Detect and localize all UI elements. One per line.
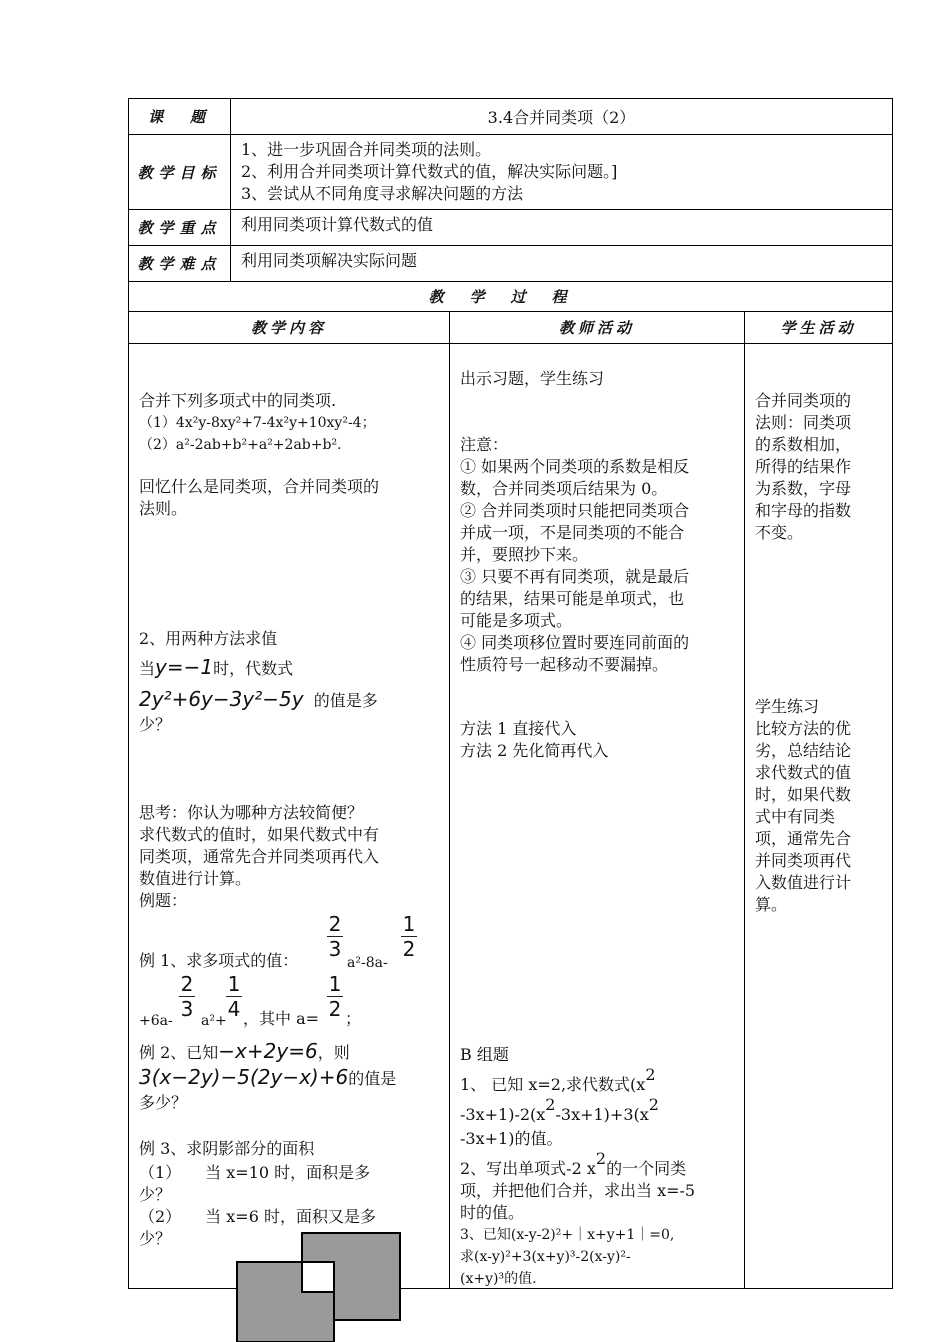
- think-prompt: 思考：你认为哪种方法较简便？: [139, 803, 364, 822]
- exponent: 2: [648, 1095, 659, 1114]
- b-question-1: -3x+1)的值。: [460, 1129, 563, 1148]
- key-point-label: 教学重点: [129, 210, 231, 246]
- text: 1、 已知 x=2,求代数式(x: [460, 1075, 646, 1094]
- student-text: 的系数相加，: [755, 435, 852, 454]
- b-question-3: 3、已知(x-y-2)²+｜x+y+1｜=0,: [460, 1227, 675, 1243]
- column-content-heading: 教学内容: [129, 312, 450, 344]
- denominator: 2: [402, 937, 416, 961]
- question-2-title: 2、用两种方法求值: [139, 629, 278, 648]
- method-text: 方法 2 先化简再代入: [460, 741, 609, 760]
- shaded-area-figure: [236, 1232, 402, 1342]
- teacher-note: ② 合并同类项时只能把同类项合: [460, 501, 690, 520]
- example-2-expression: [139, 1066, 396, 1090]
- intro-text: 合并下列多项式中的同类项.: [139, 391, 337, 410]
- question-2-expression: [139, 688, 378, 712]
- example-3-part-2: 少？: [139, 1229, 172, 1248]
- fraction: [327, 972, 343, 1021]
- teacher-note: ④ 同类项移位置时要连同前面的: [460, 633, 690, 652]
- student-text: 项，通常先合: [755, 829, 852, 848]
- fraction: [401, 912, 417, 961]
- process-heading: 教学过程: [129, 282, 893, 312]
- text: ，则: [317, 1043, 350, 1062]
- example-1-text: ，其中 a=: [243, 1009, 320, 1028]
- teacher-note: 并成一项，不是同类项的不能合: [460, 523, 685, 542]
- fraction: [327, 912, 343, 961]
- examples-heading: 例题：: [139, 891, 188, 910]
- denominator: 2: [328, 997, 342, 1021]
- teacher-note: ① 如果两个同类项的系数是相反: [460, 457, 690, 476]
- column-teacher-heading: 教师活动: [450, 312, 745, 344]
- b-question-1: [460, 1065, 656, 1096]
- text: 例 2、已知: [139, 1043, 219, 1062]
- text: 2、写出单项式-2 x: [460, 1159, 596, 1178]
- b-question-1: [460, 1095, 659, 1126]
- teacher-note: 性质符号一起移动不要漏掉。: [460, 655, 669, 674]
- fraction: [226, 972, 242, 1021]
- teacher-note: 可能是多项式。: [460, 611, 573, 630]
- recall-text: 法则。: [139, 499, 188, 518]
- student-text: 时，如果代数: [755, 785, 852, 804]
- student-text: 并同类项再代: [755, 851, 852, 870]
- example-3-part-1: （1） 当 x=10 时，面积是多: [139, 1163, 371, 1182]
- overlap-square: [302, 1262, 334, 1292]
- teacher-note: 的结果，结果可能是单项式，也: [460, 589, 685, 608]
- exercise-item-2: （2）a²-2ab+b²+a²+2ab+b².: [139, 437, 342, 453]
- b-question-2: 项，并把他们合并，求出当 x=-5: [460, 1181, 696, 1200]
- b-group-heading: B 组题: [460, 1045, 509, 1064]
- exponent: 2: [595, 1149, 607, 1168]
- teacher-note: ③ 只要不再有同类项，就是最后: [460, 567, 690, 586]
- b-question-3: (x+y)³的值.: [460, 1271, 537, 1287]
- exponent: 2: [545, 1095, 556, 1114]
- numerator: 2: [180, 972, 194, 996]
- content-column: [129, 344, 450, 1289]
- objectives-label: 教学目标: [129, 135, 231, 210]
- b-question-2: [460, 1149, 687, 1180]
- b-question-2: 时的值。: [460, 1203, 525, 1222]
- teacher-text: 注意：: [460, 435, 509, 454]
- math-expression: −x+2y=6: [218, 1039, 318, 1063]
- numerator: 1: [402, 912, 416, 936]
- text: 的值是多: [313, 691, 378, 710]
- denominator: 3: [328, 937, 342, 961]
- math-expression: y=−1: [155, 655, 214, 679]
- objective-item: 1、进一步巩固合并同类项的法则。: [241, 140, 492, 159]
- text: 时，代数式: [213, 659, 294, 678]
- student-text: 算。: [755, 895, 788, 914]
- example-1-lead: 例 1、求多项式的值：: [139, 951, 299, 970]
- student-text: 为系数，字母: [755, 479, 852, 498]
- text: 当: [139, 659, 156, 678]
- text: -3x+1)+3(x: [555, 1105, 649, 1124]
- fraction: [179, 972, 195, 1021]
- student-text: 不变。: [755, 523, 804, 542]
- rule-text: 同类项，通常先合并同类项再代入: [139, 847, 380, 866]
- example-3-title: 例 3、求阴影部分的面积: [139, 1139, 315, 1158]
- objective-item: 3、尝试从不同角度寻求解决问题的方法: [241, 184, 524, 203]
- example-2-tail: 多少？: [139, 1093, 188, 1112]
- text: 的一个同类: [606, 1159, 687, 1178]
- teacher-column: [450, 344, 745, 1289]
- column-student-heading: 学生活动: [745, 312, 893, 344]
- question-2-condition: [139, 656, 293, 680]
- key-point-value: 利用同类项计算代数式的值: [231, 210, 893, 246]
- exponent: 2: [645, 1065, 656, 1084]
- difficulty-value: 利用同类项解决实际问题: [231, 246, 893, 282]
- example-1-text: +6a-: [139, 1013, 173, 1029]
- student-text: 所得的结果作: [755, 457, 852, 476]
- student-text: 法则：同类项: [755, 413, 852, 432]
- student-column: [745, 344, 893, 1289]
- rule-text: 数值进行计算。: [139, 869, 252, 888]
- student-text: 入数值进行计: [755, 873, 852, 892]
- teacher-note: 数，合并同类项后结果为 0。: [460, 479, 668, 498]
- example-1-text: ；: [345, 1009, 362, 1028]
- student-text: 求代数式的值: [755, 763, 852, 782]
- method-text: 方法 1 直接代入: [460, 719, 577, 738]
- student-text: 劣，总结结论: [755, 741, 852, 760]
- student-text: 合并同类项的: [755, 391, 852, 410]
- example-2-lead: [139, 1040, 350, 1064]
- student-text: 学生练习: [755, 697, 820, 716]
- example-3-part-1: 少？: [139, 1185, 172, 1204]
- example-3-part-2: （2） 当 x=6 时，面积又是多: [139, 1207, 376, 1226]
- teacher-text: 出示习题，学生练习: [460, 369, 605, 388]
- numerator: 1: [227, 972, 241, 996]
- exercise-item-1: （1）4x²y-8xy²+7-4x²y+10xy²-4；: [139, 415, 376, 431]
- math-expression: 3(x−2y)−5(2y−x)+6: [139, 1065, 349, 1089]
- example-1-text: a²-8a-: [347, 955, 388, 971]
- rule-text: 求代数式的值时，如果代数式中有: [139, 825, 380, 844]
- example-1-text: a²+: [201, 1013, 227, 1029]
- text: -3x+1)-2(x: [460, 1105, 546, 1124]
- lesson-plan-table: [128, 98, 893, 1289]
- math-expression: 2y²+6y−3y²−5y: [139, 687, 304, 711]
- objectives-list: [231, 135, 893, 210]
- denominator: 4: [227, 997, 241, 1021]
- numerator: 2: [328, 912, 342, 936]
- denominator: 3: [180, 997, 194, 1021]
- text: 的值是: [348, 1069, 397, 1088]
- teacher-note: 并，要照抄下来。: [460, 545, 589, 564]
- student-text: 式中有同类: [755, 807, 836, 826]
- question-2-tail: 少？: [139, 715, 172, 734]
- recall-text: 回忆什么是同类项，合并同类项的: [139, 477, 380, 496]
- difficulty-label: 教学难点: [129, 246, 231, 282]
- student-text: 和字母的指数: [755, 501, 852, 520]
- student-text: 比较方法的优: [755, 719, 852, 738]
- topic-label: 课 题: [129, 99, 231, 135]
- objective-item: 2、利用合并同类项计算代数式的值，解决实际问题。]: [241, 162, 618, 181]
- b-question-3: 求(x-y)²+3(x+y)³-2(x-y)²-: [460, 1249, 631, 1265]
- numerator: 1: [328, 972, 342, 996]
- lesson-title: 3.4合并同类项（2）: [231, 99, 893, 135]
